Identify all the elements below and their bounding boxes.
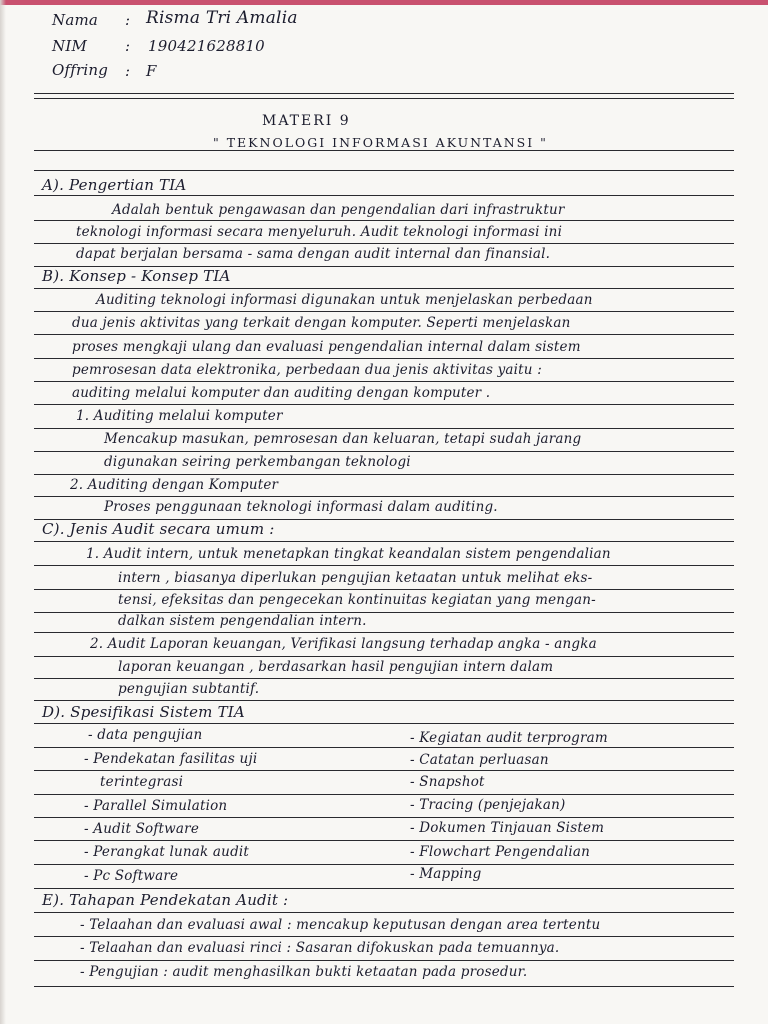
- materi-title: MATERI 9: [262, 113, 351, 129]
- section-c-heading: C). Jenis Audit secara umum :: [42, 520, 275, 538]
- nama-colon: :: [125, 11, 131, 29]
- rule: [34, 723, 734, 724]
- rule: [34, 864, 734, 865]
- section-c-item1-line: intern , biasanya diperlukan pengujian ketaatan untuk melihat eks-: [118, 570, 593, 586]
- rule: [34, 474, 734, 475]
- section-a-heading: A). Pengertian TIA: [42, 176, 187, 194]
- rule: [34, 986, 734, 987]
- rule: [34, 150, 734, 151]
- rule: [34, 243, 734, 244]
- section-b-heading: B). Konsep - Konsep TIA: [42, 267, 231, 285]
- rule: [34, 888, 734, 889]
- section-e-heading: E). Tahapan Pendekatan Audit :: [42, 891, 289, 909]
- section-a-line: dapat berjalan bersama - sama dengan audit internal dan finansial.: [76, 246, 551, 262]
- nama-label: Nama: [52, 11, 99, 29]
- offering-value: F: [146, 62, 157, 80]
- rule: [34, 220, 734, 221]
- rule: [34, 960, 734, 961]
- section-b-item1-title: 1. Auditing melalui komputer: [76, 408, 283, 424]
- section-b-item2-title: 2. Auditing dengan Komputer: [70, 477, 279, 493]
- nim-label: NIM: [52, 37, 88, 55]
- rule: [34, 589, 734, 590]
- section-b-line: auditing melalui komputer dan auditing dengan komputer .: [72, 385, 491, 401]
- section-d-heading: D). Spesifikasi Sistem TIA: [42, 703, 245, 721]
- section-e-line: - Telaahan dan evaluasi awal : mencakup keputusan dengan area tertentu: [80, 917, 601, 933]
- section-c-item2-line: 2. Audit Laporan keuangan, Verifikasi langsung terhadap angka - angka: [90, 636, 597, 652]
- section-b-line: proses mengkaji ulang dan evaluasi pengendalian internal dalam sistem: [72, 339, 581, 355]
- spec-right-item: - Catatan perluasan: [410, 752, 549, 768]
- rule: [34, 678, 734, 679]
- section-c-item2-line: laporan keuangan , berdasarkan hasil pengujian intern dalam: [118, 659, 554, 675]
- page-top-edge: [0, 0, 768, 5]
- offering-colon: :: [125, 62, 131, 80]
- spec-right-item: - Dokumen Tinjauan Sistem: [410, 820, 605, 836]
- nim-colon: :: [125, 37, 131, 55]
- section-b-line: Auditing teknologi informasi digunakan untuk menjelaskan perbedaan: [96, 292, 593, 308]
- rule: [34, 451, 734, 452]
- rule: [34, 404, 734, 405]
- section-b-item1-line: Mencakup masukan, pemrosesan dan keluaran, tetapi sudah jarang: [104, 431, 582, 447]
- rule: [34, 311, 734, 312]
- rule: [34, 912, 734, 913]
- page-left-shadow: [0, 0, 6, 1024]
- rule: [34, 565, 734, 566]
- section-e-line: - Pengujian : audit menghasilkan bukti ketaatan pada prosedur.: [80, 964, 528, 980]
- rule: [34, 334, 734, 335]
- spec-right-item: - Kegiatan audit terprogram: [410, 730, 608, 746]
- section-c-item1-line: dalkan sistem pengendalian intern.: [118, 613, 367, 629]
- spec-left-item: - Parallel Simulation: [84, 798, 228, 814]
- spec-right-item: - Snapshot: [410, 774, 485, 790]
- spec-left-item: - Pendekatan fasilitas uji: [84, 751, 258, 767]
- rule: [34, 656, 734, 657]
- spec-left-item: - Perangkat lunak audit: [84, 844, 250, 860]
- rule: [34, 381, 734, 382]
- spec-right-item: - Mapping: [410, 866, 482, 882]
- spec-left-item: - Audit Software: [84, 821, 200, 837]
- rule: [34, 794, 734, 795]
- rule: [34, 936, 734, 937]
- section-a-line: Adalah bentuk pengawasan dan pengendalian dari infrastruktur: [112, 202, 565, 218]
- rule: [34, 840, 734, 841]
- section-b-line: dua jenis aktivitas yang terkait dengan komputer. Seperti menjelaskan: [72, 315, 571, 331]
- spec-left-item: - Pc Software: [84, 868, 179, 884]
- offering-label: Offring: [52, 61, 109, 79]
- rule: [34, 195, 734, 196]
- rule: [34, 770, 734, 771]
- section-b-line: pemrosesan data elektronika, perbedaan dua jenis aktivitas yaitu :: [72, 362, 542, 378]
- rule: [34, 170, 734, 171]
- section-b-item2-line: Proses penggunaan teknologi informasi dalam auditing.: [104, 499, 498, 515]
- header-rule-1: [34, 93, 734, 94]
- rule: [34, 632, 734, 633]
- nama-value: Risma Tri Amalia: [146, 8, 298, 28]
- rule: [34, 288, 734, 289]
- rule: [34, 428, 734, 429]
- section-e-line: - Telaahan dan evaluasi rinci : Sasaran difokuskan pada temuannya.: [80, 940, 560, 956]
- rule: [34, 747, 734, 748]
- rule: [34, 817, 734, 818]
- spec-left-item: - data pengujian: [88, 727, 203, 743]
- spec-right-item: - Flowchart Pengendalian: [410, 844, 591, 860]
- spec-right-item: - Tracing (penjejakan): [410, 797, 566, 813]
- nim-value: 190421628810: [148, 37, 265, 55]
- rule: [34, 700, 734, 701]
- section-a-line: teknologi informasi secara menyeluruh. Audit teknologi informasi ini: [76, 224, 563, 240]
- rule: [34, 496, 734, 497]
- section-c-item1-line: tensi, efeksitas dan pengecekan kontinuitas kegiatan yang mengan-: [118, 592, 596, 608]
- section-c-item2-line: pengujian subtantif.: [118, 681, 260, 697]
- section-c-item1-line: 1. Audit intern, untuk menetapkan tingkat keandalan sistem pengendalian: [86, 546, 611, 562]
- section-b-item1-line: digunakan seiring perkembangan teknologi: [104, 454, 411, 470]
- spec-left-item: terintegrasi: [100, 774, 184, 790]
- rule: [34, 358, 734, 359]
- topic-title: " TEKNOLOGI INFORMASI AKUNTANSI ": [213, 135, 548, 150]
- rule: [34, 541, 734, 542]
- header-rule-2: [34, 98, 734, 99]
